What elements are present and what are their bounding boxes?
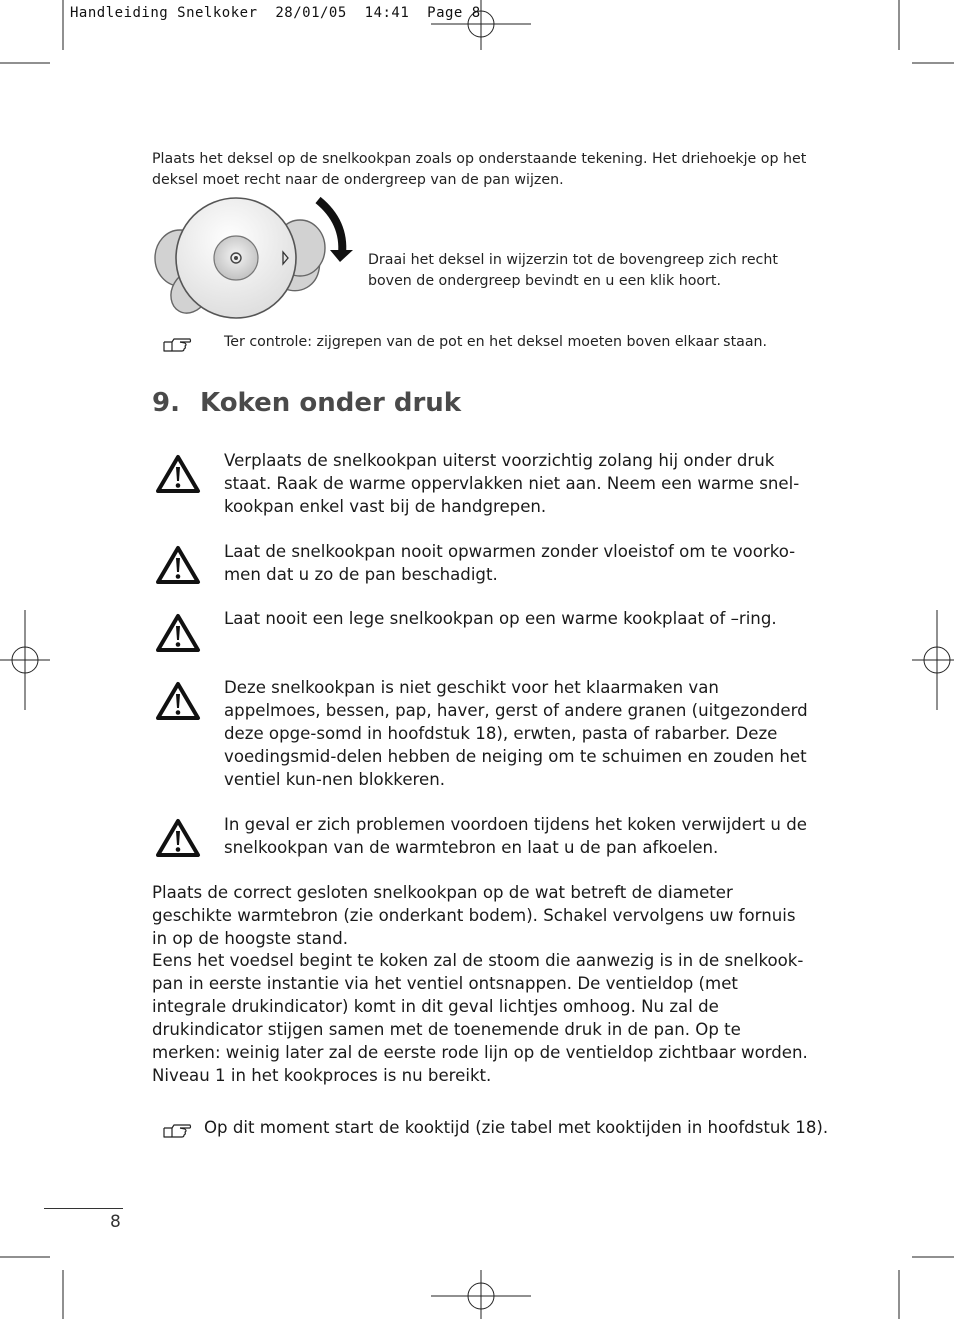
body-paragraph-2: Eens het voedsel begint te koken zal de stoom die aanwezig is in de snelkook-pan in eerste instantie via het ventiel ontsnappen. De ventieldop (met integrale drukindicator) komt in dit geval lichtjes omhoog. Nu zal de drukindicator stijgen samen met de toenemende druk in de pan. Op te merken: weinig later zal de eerste rode lijn op de ventieldop zichtbaar worden. Niveau 1 in het kookproces is nu bereikt.	[152, 951, 808, 1085]
intro-text: Plaats het deksel op de snelkookpan zoals op onderstaande tekening. Het driehoekje op het deksel moet recht naar de ondergreep van de pan wijzen.	[152, 151, 807, 188]
section-heading	[152, 388, 461, 418]
warning-triangle-icon	[155, 613, 201, 653]
pointing-hand-icon	[162, 1122, 192, 1140]
warning-triangle-icon	[155, 818, 201, 858]
check-note-text: Ter controle: zijgrepen van de pot en het deksel moeten boven elkaar staan.	[224, 334, 768, 350]
section-number: 9.	[152, 388, 180, 418]
footer-rule	[44, 1208, 123, 1209]
figure-caption: Draai het deksel in wijzerzin tot de bovengreep zich recht boven de ondergreep bevindt en u een klik hoort.	[368, 252, 778, 289]
page-number: 8	[110, 1212, 121, 1232]
pot-lid-illustration	[150, 192, 355, 322]
section-title: Koken onder druk	[200, 388, 462, 418]
warning-text-4: Deze snelkookpan is niet geschikt voor het klaarmaken van appelmoes, bessen, pap, haver, gerst of andere granen (uitgezonderd deze opge-somd in hoofdstuk 18), erwten, pasta of rabarber. Deze voedingsmid-delen hebben de neiging om te schuimen en zouden het ventiel kun-nen blokkeren.	[224, 678, 808, 789]
warning-text-1: Verplaats de snelkookpan uiterst voorzichtig zolang hij onder druk staat. Raak de warme oppervlakken niet aan. Neem een warme snel-kookpan enkel vast bij de handgrepen.	[224, 451, 800, 516]
warning-triangle-icon	[155, 545, 201, 585]
print-slug: Handleiding Snelkoker 28/01/05 14:41 Page 8	[70, 5, 481, 21]
warning-triangle-icon	[155, 681, 201, 721]
pointing-hand-icon	[162, 336, 192, 354]
warning-triangle-icon	[155, 454, 201, 494]
warning-text-5: In geval er zich problemen voordoen tijdens het koken verwijdert u de snelkookpan van de warmtebron en laat u de pan afkoelen.	[224, 815, 807, 857]
body-paragraph-1: Plaats de correct gesloten snelkookpan op de wat betreft de diameter geschikte warmtebron (zie onderkant bodem). Schakel vervolgens uw fornuis in op de hoogste stand.	[152, 883, 796, 948]
warning-text-2: Laat de snelkookpan nooit opwarmen zonder vloeistof om te voorko-men dat u zo de pan beschadigt.	[224, 542, 796, 584]
warning-text-3: Laat nooit een lege snelkookpan op een warme kookplaat of –ring.	[224, 609, 777, 628]
start-note-text: Op dit moment start de kooktijd (zie tabel met kooktijden in hoofdstuk 18).	[204, 1118, 829, 1137]
